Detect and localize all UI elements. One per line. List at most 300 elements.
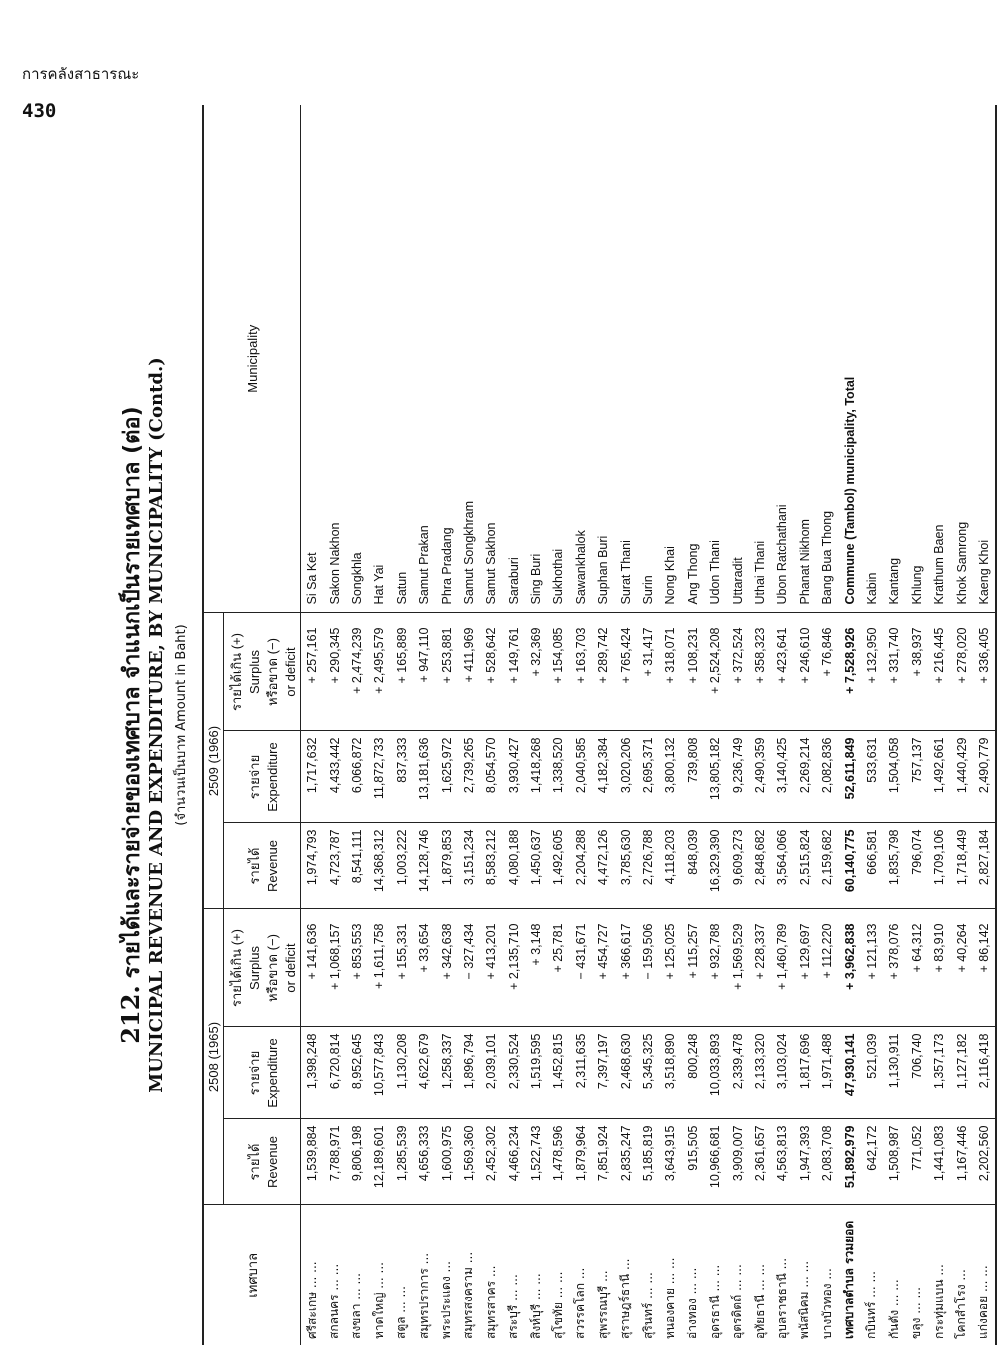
expenditure-1965-cell: 1,127,182 bbox=[950, 1027, 972, 1119]
expenditure-1965-cell: 6,720,814 bbox=[323, 1027, 345, 1119]
surplus-1966-cell: + 318,071 bbox=[659, 613, 681, 731]
expenditure-1965-cell: 10,033,893 bbox=[704, 1027, 726, 1119]
thai-name-cell: สุราษฎร์ธานี ... bbox=[618, 1258, 633, 1339]
table-row bbox=[659, 105, 681, 1345]
header-thai-name: เทศบาล bbox=[203, 1205, 301, 1345]
surplus-1965-cell: + 64,312 bbox=[906, 909, 928, 1027]
surplus-1966-cell: + 278,020 bbox=[950, 613, 972, 731]
revenue-1966-cell: 4,472,126 bbox=[592, 823, 614, 909]
surplus-1965-cell: + 129,697 bbox=[794, 909, 816, 1027]
header-surplus-1966: รายได้เกิน (+) Surplus หรือขาด (−) or deficit bbox=[224, 613, 301, 731]
thai-name-cell: สมุทรสงคราม ... bbox=[461, 1251, 476, 1339]
thai-name-cell: ศรีสะเกษ ... ... bbox=[304, 1261, 319, 1339]
revenue-1965-cell: 1,285,539 bbox=[391, 1119, 413, 1205]
municipality-name-cell: Phra Pradang bbox=[435, 105, 457, 613]
thai-name-cell: สุโขทัย ... ... bbox=[550, 1271, 565, 1339]
expenditure-1966-cell: 1,625,972 bbox=[435, 731, 457, 823]
revenue-1965-cell: 51,892,979 bbox=[838, 1119, 860, 1205]
surplus-1965-cell: + 112,220 bbox=[816, 909, 838, 1027]
surplus-1965-cell: + 86,142 bbox=[973, 909, 996, 1027]
expenditure-1966-cell: 2,739,265 bbox=[458, 731, 480, 823]
municipality-name-cell: Ang Thong bbox=[682, 105, 704, 613]
revenue-1965-cell: 3,909,007 bbox=[726, 1119, 748, 1205]
municipality-name-cell: Kaeng Khoi bbox=[973, 105, 996, 613]
expenditure-1965-cell: 1,130,911 bbox=[883, 1027, 905, 1119]
thai-name-cell: กบินทร์ ... ... bbox=[864, 1271, 879, 1339]
surplus-1966-cell: + 154,085 bbox=[547, 613, 569, 731]
surplus-1966-cell: + 149,761 bbox=[503, 613, 525, 731]
municipality-name-cell: Nong Khai bbox=[659, 105, 681, 613]
thai-name-cell: สวรรคโลก ... bbox=[573, 1267, 588, 1339]
thai-name-cell: สิงห์บุรี ... ... bbox=[528, 1273, 543, 1339]
revenue-1966-cell: 1,492,605 bbox=[547, 823, 569, 909]
revenue-1965-cell: 1,600,975 bbox=[435, 1119, 457, 1205]
expenditure-1966-cell: 2,040,585 bbox=[570, 731, 592, 823]
thai-name-cell: อุดรธานี ... ... bbox=[707, 1264, 722, 1339]
municipality-name-cell: Suphan Buri bbox=[592, 105, 614, 613]
revenue-1965-cell: 2,202,560 bbox=[973, 1119, 996, 1205]
thai-name-cell: อุบลราชธานี ... bbox=[774, 1257, 789, 1339]
expenditure-1966-cell: 3,140,425 bbox=[771, 731, 793, 823]
surplus-1965-cell: + 932,788 bbox=[704, 909, 726, 1027]
thai-name-cell: สกลนคร ... ... bbox=[327, 1263, 342, 1339]
table-row bbox=[503, 105, 525, 1345]
expenditure-1965-cell: 2,468,630 bbox=[614, 1027, 636, 1119]
table-body bbox=[301, 105, 997, 1345]
surplus-1965-cell: + 3,962,838 bbox=[838, 909, 860, 1027]
table-row bbox=[816, 105, 838, 1345]
revenue-1965-cell: 4,466,234 bbox=[503, 1119, 525, 1205]
revenue-1966-cell: 2,515,824 bbox=[794, 823, 816, 909]
expenditure-1965-cell: 3,103,024 bbox=[771, 1027, 793, 1119]
revenue-1966-cell: 1,718,449 bbox=[950, 823, 972, 909]
municipality-name-cell: Samut Songkhram bbox=[458, 105, 480, 613]
expenditure-1965-cell: 1,130,208 bbox=[391, 1027, 413, 1119]
thai-name-cell: สงขลา ... ... bbox=[349, 1273, 364, 1339]
table-row bbox=[458, 105, 480, 1345]
expenditure-1965-cell: 800,248 bbox=[682, 1027, 704, 1119]
header-revenue-1965: รายได้ Revenue bbox=[224, 1119, 301, 1205]
revenue-1965-cell: 1,441,083 bbox=[928, 1119, 950, 1205]
surplus-1966-cell: + 7,528,926 bbox=[838, 613, 860, 731]
expenditure-1965-cell: 1,452,815 bbox=[547, 1027, 569, 1119]
surplus-1965-cell: + 1,569,529 bbox=[726, 909, 748, 1027]
surplus-1966-cell: + 32,369 bbox=[525, 613, 547, 731]
thai-name-cell: สุรินทร์ ... ... bbox=[640, 1272, 655, 1339]
table-row bbox=[301, 105, 324, 1345]
revenue-1966-cell: 1,879,853 bbox=[435, 823, 457, 909]
expenditure-1966-cell: 3,800,132 bbox=[659, 731, 681, 823]
expenditure-1965-cell: 2,039,101 bbox=[480, 1027, 502, 1119]
surplus-1966-cell: + 76,846 bbox=[816, 613, 838, 731]
revenue-1966-cell: 3,785,630 bbox=[614, 823, 636, 909]
thai-name-cell: สมุทรปราการ ... bbox=[416, 1252, 431, 1339]
expenditure-1965-cell: 2,133,320 bbox=[749, 1027, 771, 1119]
surplus-1966-cell: + 423,641 bbox=[771, 613, 793, 731]
rotated-table-page bbox=[110, 105, 991, 1345]
table-row bbox=[346, 105, 368, 1345]
expenditure-1965-cell: 10,577,843 bbox=[368, 1027, 390, 1119]
revenue-1966-cell: 1,835,798 bbox=[883, 823, 905, 909]
revenue-1966-cell: 4,118,203 bbox=[659, 823, 681, 909]
surplus-1965-cell: + 33,654 bbox=[413, 909, 435, 1027]
municipality-name-cell: Krathum Baen bbox=[928, 105, 950, 613]
surplus-1966-cell: + 765,424 bbox=[614, 613, 636, 731]
surplus-1966-cell: + 165,889 bbox=[391, 613, 413, 731]
revenue-1966-cell: 60,140,775 bbox=[838, 823, 860, 909]
table-row bbox=[592, 105, 614, 1345]
expenditure-1966-cell: 13,181,636 bbox=[413, 731, 435, 823]
surplus-1966-cell: + 290,345 bbox=[323, 613, 345, 731]
revenue-1966-cell: 14,128,746 bbox=[413, 823, 435, 909]
page-number: 430 bbox=[22, 100, 57, 122]
thai-name-cell: พระประแดง ... bbox=[439, 1261, 454, 1339]
revenue-1965-cell: 1,478,596 bbox=[547, 1119, 569, 1205]
revenue-1966-cell: 2,827,184 bbox=[973, 823, 996, 909]
expenditure-1965-cell: 47,930,141 bbox=[838, 1027, 860, 1119]
table-row bbox=[413, 105, 435, 1345]
surplus-1965-cell: + 121,133 bbox=[861, 909, 883, 1027]
thai-name-cell: กันตัง ... ... bbox=[886, 1279, 901, 1339]
expenditure-1965-cell: 1,971,488 bbox=[816, 1027, 838, 1119]
table-title-english: MUNICIPAL REVENUE AND EXPENDITURE, BY MUNICIPALITY (Contd.) bbox=[146, 357, 167, 1093]
municipality-name-cell: Hat Yai bbox=[368, 105, 390, 613]
thai-name-cell: กระทุ่มแบน ... bbox=[931, 1264, 946, 1339]
expenditure-1966-cell: 2,490,779 bbox=[973, 731, 996, 823]
expenditure-1966-cell: 9,236,749 bbox=[726, 731, 748, 823]
municipality-name-cell: Sawankhalok bbox=[570, 105, 592, 613]
expenditure-1966-cell: 3,930,427 bbox=[503, 731, 525, 823]
table-row bbox=[928, 105, 950, 1345]
municipality-name-cell: Phanat Nikhom bbox=[794, 105, 816, 613]
table-row bbox=[906, 105, 928, 1345]
table-unit-note: (จำนวนเป็นบาท Amount in Baht) bbox=[174, 624, 189, 826]
thai-name-cell: เทศบาลตำบล รวมยอด bbox=[842, 1220, 857, 1339]
expenditure-1966-cell: 2,695,371 bbox=[637, 731, 659, 823]
revenue-1965-cell: 2,835,247 bbox=[614, 1119, 636, 1205]
expenditure-1966-cell: 1,418,268 bbox=[525, 731, 547, 823]
expenditure-1966-cell: 2,269,214 bbox=[794, 731, 816, 823]
revenue-1966-cell: 8,583,212 bbox=[480, 823, 502, 909]
municipality-name-cell: Khlung bbox=[906, 105, 928, 613]
municipality-name-cell: Samut Sakhon bbox=[480, 105, 502, 613]
surplus-1965-cell: − 327,434 bbox=[458, 909, 480, 1027]
expenditure-1966-cell: 837,333 bbox=[391, 731, 413, 823]
expenditure-1965-cell: 2,339,478 bbox=[726, 1027, 748, 1119]
thai-name-cell: สตูล ... ... bbox=[394, 1286, 409, 1339]
surplus-1965-cell: + 1,611,758 bbox=[368, 909, 390, 1027]
table-title-thai: รายได้และรายจ่ายของเทศบาล จำแนกเป็นรายเทศบาล (ต่อ) bbox=[120, 406, 145, 979]
surplus-1965-cell: + 3,148 bbox=[525, 909, 547, 1027]
revenue-1966-cell: 4,723,787 bbox=[323, 823, 345, 909]
surplus-1965-cell: + 2,135,710 bbox=[503, 909, 525, 1027]
revenue-1965-cell: 2,083,708 bbox=[816, 1119, 838, 1205]
expenditure-1965-cell: 3,518,890 bbox=[659, 1027, 681, 1119]
table-row bbox=[861, 105, 883, 1345]
header-surplus-1965: รายได้เกิน (+) Surplus หรือขาด (−) or deficit bbox=[224, 909, 301, 1027]
surplus-1966-cell: + 31,417 bbox=[637, 613, 659, 731]
table-row bbox=[973, 105, 996, 1345]
expenditure-1966-cell: 8,054,570 bbox=[480, 731, 502, 823]
revenue-1965-cell: 1,947,393 bbox=[794, 1119, 816, 1205]
surplus-1966-cell: + 257,161 bbox=[301, 613, 324, 731]
revenue-1965-cell: 1,167,446 bbox=[950, 1119, 972, 1205]
surplus-1965-cell: + 141,636 bbox=[301, 909, 324, 1027]
revenue-1965-cell: 771,052 bbox=[906, 1119, 928, 1205]
revenue-1966-cell: 9,609,273 bbox=[726, 823, 748, 909]
revenue-1965-cell: 5,185,819 bbox=[637, 1119, 659, 1205]
municipality-name-cell: Uthai Thani bbox=[749, 105, 771, 613]
surplus-1965-cell: + 228,337 bbox=[749, 909, 771, 1027]
revenue-1965-cell: 1,508,987 bbox=[883, 1119, 905, 1205]
surplus-1966-cell: + 2,474,239 bbox=[346, 613, 368, 731]
revenue-1966-cell: 3,151,234 bbox=[458, 823, 480, 909]
surplus-1966-cell: + 947,110 bbox=[413, 613, 435, 731]
revenue-1966-cell: 1,003,222 bbox=[391, 823, 413, 909]
surplus-1965-cell: + 413,201 bbox=[480, 909, 502, 1027]
table-row bbox=[391, 105, 413, 1345]
table-row bbox=[771, 105, 793, 1345]
revenue-1966-cell: 4,080,188 bbox=[503, 823, 525, 909]
expenditure-1966-cell: 6,066,872 bbox=[346, 731, 368, 823]
revenue-1965-cell: 2,361,657 bbox=[749, 1119, 771, 1205]
revenue-1966-cell: 1,974,793 bbox=[301, 823, 324, 909]
revenue-1966-cell: 848,039 bbox=[682, 823, 704, 909]
surplus-1966-cell: + 2,495,579 bbox=[368, 613, 390, 731]
surplus-1965-cell: + 25,781 bbox=[547, 909, 569, 1027]
surplus-1965-cell: + 40,264 bbox=[950, 909, 972, 1027]
revenue-1965-cell: 4,563,813 bbox=[771, 1119, 793, 1205]
surplus-1966-cell: + 331,740 bbox=[883, 613, 905, 731]
revenue-1966-cell: 3,564,066 bbox=[771, 823, 793, 909]
thai-name-cell: สุพรรณบุรี ... bbox=[595, 1270, 610, 1339]
expenditure-1965-cell: 1,398,248 bbox=[301, 1027, 324, 1119]
table-row bbox=[726, 105, 748, 1345]
surplus-1966-cell: + 246,610 bbox=[794, 613, 816, 731]
expenditure-1966-cell: 1,440,429 bbox=[950, 731, 972, 823]
surplus-1965-cell: − 159,506 bbox=[637, 909, 659, 1027]
expenditure-1965-cell: 1,896,794 bbox=[458, 1027, 480, 1119]
revenue-1966-cell: 1,709,106 bbox=[928, 823, 950, 909]
revenue-1966-cell: 2,204,288 bbox=[570, 823, 592, 909]
revenue-1966-cell: 1,450,637 bbox=[525, 823, 547, 909]
municipality-name-cell: Surin bbox=[637, 105, 659, 613]
thai-name-cell: หาดใหญ่ ... ... bbox=[371, 1262, 386, 1339]
table-title-block bbox=[110, 105, 198, 1345]
revenue-1966-cell: 14,368,312 bbox=[368, 823, 390, 909]
thai-name-cell: ขลุง ... ... bbox=[909, 1287, 924, 1339]
table-row bbox=[794, 105, 816, 1345]
surplus-1966-cell: + 336,405 bbox=[973, 613, 996, 731]
expenditure-1965-cell: 2,330,524 bbox=[503, 1027, 525, 1119]
expenditure-1966-cell: 1,504,058 bbox=[883, 731, 905, 823]
revenue-1966-cell: 2,159,682 bbox=[816, 823, 838, 909]
table-number: 212. bbox=[116, 985, 145, 1044]
municipality-name-cell: Udon Thani bbox=[704, 105, 726, 613]
municipality-name-cell: Si Sa Ket bbox=[301, 105, 324, 613]
surplus-1966-cell: + 528,642 bbox=[480, 613, 502, 731]
surplus-1965-cell: + 342,638 bbox=[435, 909, 457, 1027]
surplus-1966-cell: + 411,969 bbox=[458, 613, 480, 731]
expenditure-1966-cell: 1,717,632 bbox=[301, 731, 324, 823]
revenue-1966-cell: 796,074 bbox=[906, 823, 928, 909]
table-row bbox=[480, 105, 502, 1345]
thai-name-cell: บางบัวทอง ... bbox=[819, 1268, 834, 1339]
surplus-1966-cell: + 132,950 bbox=[861, 613, 883, 731]
surplus-1965-cell: + 454,727 bbox=[592, 909, 614, 1027]
municipality-name-cell: Samut Prakan bbox=[413, 105, 435, 613]
expenditure-1966-cell: 1,492,661 bbox=[928, 731, 950, 823]
table-row bbox=[525, 105, 547, 1345]
surplus-1965-cell: + 83,910 bbox=[928, 909, 950, 1027]
municipality-name-cell: Sakon Nakhon bbox=[323, 105, 345, 613]
expenditure-1965-cell: 2,116,418 bbox=[973, 1027, 996, 1119]
expenditure-1966-cell: 13,805,182 bbox=[704, 731, 726, 823]
municipality-name-cell: Commune (Tambol) municipality, Total bbox=[838, 105, 860, 613]
expenditure-1966-cell: 4,433,442 bbox=[323, 731, 345, 823]
table-row bbox=[368, 105, 390, 1345]
municipality-name-cell: Khok Samrong bbox=[950, 105, 972, 613]
thai-name-cell: อุทัยธานี ... ... bbox=[752, 1264, 767, 1339]
revenue-1965-cell: 1,539,884 bbox=[301, 1119, 324, 1205]
surplus-1966-cell: + 2,524,208 bbox=[704, 613, 726, 731]
header-revenue-1966: รายได้ Revenue bbox=[224, 823, 301, 909]
expenditure-1966-cell: 2,082,836 bbox=[816, 731, 838, 823]
revenue-1965-cell: 915,505 bbox=[682, 1119, 704, 1205]
surplus-1965-cell: + 115,257 bbox=[682, 909, 704, 1027]
thai-name-cell: พนัสนิคม ... ... bbox=[797, 1260, 812, 1339]
surplus-1965-cell: + 155,331 bbox=[391, 909, 413, 1027]
expenditure-1965-cell: 8,952,645 bbox=[346, 1027, 368, 1119]
surplus-1966-cell: + 163,703 bbox=[570, 613, 592, 731]
expenditure-1966-cell: 52,611,849 bbox=[838, 731, 860, 823]
table-row bbox=[547, 105, 569, 1345]
expenditure-1966-cell: 757,137 bbox=[906, 731, 928, 823]
expenditure-1965-cell: 7,397,197 bbox=[592, 1027, 614, 1119]
expenditure-1965-cell: 1,258,337 bbox=[435, 1027, 457, 1119]
revenue-1965-cell: 1,569,360 bbox=[458, 1119, 480, 1205]
revenue-1965-cell: 3,643,915 bbox=[659, 1119, 681, 1205]
header-expenditure-1966: รายจ่าย Expenditure bbox=[224, 731, 301, 823]
thai-name-cell: อ่างทอง ... ... bbox=[685, 1267, 700, 1339]
header-year-1965: 2508 (1965) bbox=[203, 909, 224, 1205]
municipality-name-cell: Surat Thani bbox=[614, 105, 636, 613]
municipality-name-cell: Bang Bua Thong bbox=[816, 105, 838, 613]
surplus-1965-cell: + 1,460,789 bbox=[771, 909, 793, 1027]
revenue-1966-cell: 666,581 bbox=[861, 823, 883, 909]
revenue-1966-cell: 2,726,788 bbox=[637, 823, 659, 909]
expenditure-1966-cell: 1,338,520 bbox=[547, 731, 569, 823]
table-row bbox=[637, 105, 659, 1345]
municipal-table bbox=[202, 105, 997, 1345]
expenditure-1965-cell: 521,039 bbox=[861, 1027, 883, 1119]
revenue-1966-cell: 16,329,390 bbox=[704, 823, 726, 909]
municipality-name-cell: Saraburi bbox=[503, 105, 525, 613]
surplus-1966-cell: + 372,524 bbox=[726, 613, 748, 731]
expenditure-1966-cell: 11,872,733 bbox=[368, 731, 390, 823]
expenditure-1966-cell: 4,182,384 bbox=[592, 731, 614, 823]
municipality-name-cell: Songkhla bbox=[346, 105, 368, 613]
header-year-1966: 2509 (1966) bbox=[203, 613, 224, 909]
revenue-1965-cell: 12,189,601 bbox=[368, 1119, 390, 1205]
surplus-1965-cell: − 431,671 bbox=[570, 909, 592, 1027]
surplus-1966-cell: + 216,445 bbox=[928, 613, 950, 731]
thai-name-cell: หนองคาย ... ... bbox=[662, 1257, 677, 1339]
table-row bbox=[704, 105, 726, 1345]
expenditure-1966-cell: 3,020,206 bbox=[614, 731, 636, 823]
table-row bbox=[614, 105, 636, 1345]
municipality-name-cell: Kabin bbox=[861, 105, 883, 613]
municipality-name-cell: Ubon Ratchathani bbox=[771, 105, 793, 613]
surplus-1966-cell: + 289,742 bbox=[592, 613, 614, 731]
title-thai-line bbox=[114, 105, 149, 1345]
thai-name-cell: สระบุรี ... ... bbox=[506, 1274, 521, 1339]
expenditure-1966-cell: 2,490,359 bbox=[749, 731, 771, 823]
thai-name-cell: แก่งคอย ... ... bbox=[973, 1205, 996, 1345]
municipality-name-cell: Sing Buri bbox=[525, 105, 547, 613]
expenditure-1965-cell: 1,519,595 bbox=[525, 1027, 547, 1119]
expenditure-1966-cell: 739,808 bbox=[682, 731, 704, 823]
expenditure-1965-cell: 706,740 bbox=[906, 1027, 928, 1119]
surplus-1965-cell: + 1,068,157 bbox=[323, 909, 345, 1027]
municipality-name-cell: Uttaradit bbox=[726, 105, 748, 613]
revenue-1965-cell: 642,172 bbox=[861, 1119, 883, 1205]
surplus-1965-cell: + 853,553 bbox=[346, 909, 368, 1027]
total-row bbox=[838, 105, 860, 1345]
surplus-1966-cell: + 108,231 bbox=[682, 613, 704, 731]
table-row bbox=[570, 105, 592, 1345]
revenue-1965-cell: 1,522,743 bbox=[525, 1119, 547, 1205]
expenditure-1965-cell: 4,622,679 bbox=[413, 1027, 435, 1119]
revenue-1965-cell: 2,452,302 bbox=[480, 1119, 502, 1205]
surplus-1965-cell: + 378,076 bbox=[883, 909, 905, 1027]
revenue-1966-cell: 8,541,111 bbox=[346, 823, 368, 909]
municipality-name-cell: Sukhothai bbox=[547, 105, 569, 613]
table-row bbox=[950, 105, 972, 1345]
table-row bbox=[323, 105, 345, 1345]
expenditure-1965-cell: 1,357,173 bbox=[928, 1027, 950, 1119]
header-expenditure-1965: รายจ่าย Expenditure bbox=[224, 1027, 301, 1119]
surplus-1965-cell: + 366,617 bbox=[614, 909, 636, 1027]
surplus-1966-cell: + 253,881 bbox=[435, 613, 457, 731]
table-row bbox=[435, 105, 457, 1345]
revenue-1965-cell: 7,788,971 bbox=[323, 1119, 345, 1205]
table-row bbox=[749, 105, 771, 1345]
expenditure-1966-cell: 533,631 bbox=[861, 731, 883, 823]
municipality-name-cell: Satun bbox=[391, 105, 413, 613]
table-row bbox=[682, 105, 704, 1345]
expenditure-1965-cell: 2,311,635 bbox=[570, 1027, 592, 1119]
revenue-1965-cell: 7,851,924 bbox=[592, 1119, 614, 1205]
expenditure-1965-cell: 1,817,696 bbox=[794, 1027, 816, 1119]
surplus-1966-cell: + 358,323 bbox=[749, 613, 771, 731]
surplus-1966-cell: + 38,937 bbox=[906, 613, 928, 731]
municipality-name-cell: Kantang bbox=[883, 105, 905, 613]
expenditure-1965-cell: 5,345,325 bbox=[637, 1027, 659, 1119]
revenue-1966-cell: 2,848,682 bbox=[749, 823, 771, 909]
revenue-1965-cell: 9,806,198 bbox=[346, 1119, 368, 1205]
table-row bbox=[883, 105, 905, 1345]
thai-name-cell: โคกสำโรง ... bbox=[954, 1269, 969, 1339]
revenue-1965-cell: 1,879,964 bbox=[570, 1119, 592, 1205]
header-municipality: Municipality bbox=[203, 105, 301, 613]
revenue-1965-cell: 10,966,681 bbox=[704, 1119, 726, 1205]
surplus-1965-cell: + 125,025 bbox=[659, 909, 681, 1027]
thai-name-cell: สมุทรสาคร ... bbox=[483, 1265, 498, 1339]
thai-name-cell: อุตรดิตถ์ ... ... bbox=[730, 1264, 745, 1339]
revenue-1965-cell: 4,656,333 bbox=[413, 1119, 435, 1205]
running-head: การคลังสาธารณะ bbox=[22, 65, 140, 83]
